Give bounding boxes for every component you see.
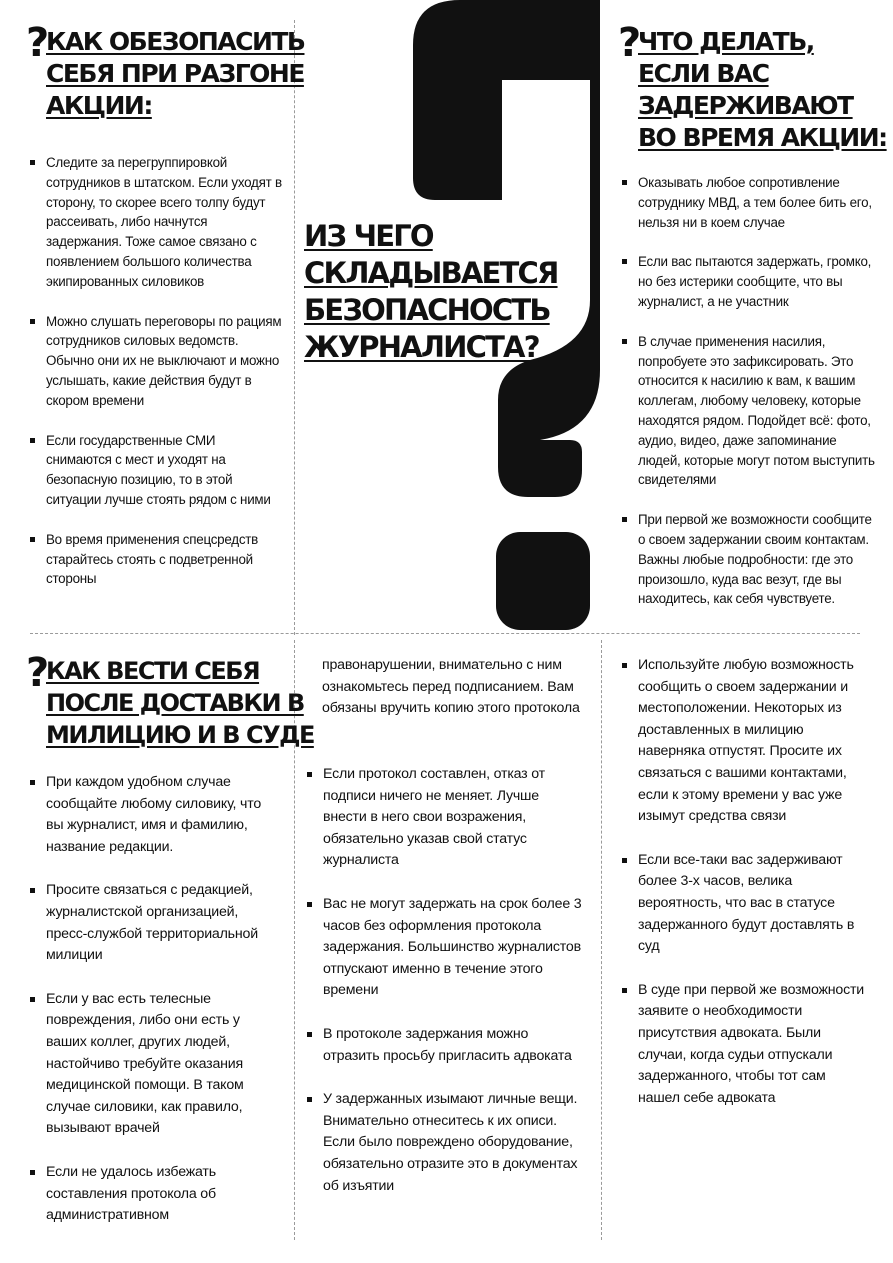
section-divider bbox=[30, 633, 860, 634]
list-item: При первой же возможности сообщите о своем задержании своим контактам. Важны любые подробности: где это произошло, куда вас везут, где вы находитесь, как себя чувствуете. bbox=[622, 510, 880, 609]
list-item: У задержанных изымают личные вещи. Внимательно отнеситесь к их описи. Если было повреждено оборудование, обязательно отразите это в документах об изъятии bbox=[307, 1089, 585, 1197]
heading-line: ЖУРНАЛИСТА? bbox=[304, 330, 539, 364]
heading-line: МИЛИЦИЮ И В СУДЕ bbox=[46, 721, 314, 749]
list-item: При каждом удобном случае сообщайте любому силовику, что вы журналист, имя и фамилию, название редакции. bbox=[30, 772, 280, 858]
question-mark-icon: ? bbox=[26, 650, 50, 696]
list-item: Просите связаться с редакцией, журналистской организацией, пресс-службой территориальной милиции bbox=[30, 880, 280, 966]
continued-paragraph: правонарушении, внимательно с ним ознакомьтесь перед подписанием. Вам обязаны вручить копию этого протокола bbox=[322, 657, 580, 717]
list-item: Можно слушать переговоры по рациям сотрудников силовых ведомств. Обычно они их не выключают и можно услышать, какие действия будут в скором времени bbox=[30, 312, 284, 411]
list-item: Следите за перегруппировкой сотрудников в штатском. Если уходят в сторону, то скорее всего толпу будут рассеивать, либо начнутся задержания. Тоже самое связано с появлением большого количества экипированных силовиков bbox=[30, 153, 284, 292]
list-item: Если у вас есть телесные повреждения, либо они есть у ваших коллег, других людей, настойчиво требуйте оказания медицинской помощи. В таком случае силовики, как правило, вызывают врачей bbox=[30, 989, 280, 1140]
heading-line: ВО ВРЕМЯ АКЦИИ: bbox=[638, 123, 887, 152]
list-item: Если государственные СМИ снимаются с мест и уходят на безопасную позицию, то в этой ситуации лучше стоять рядом с ними bbox=[30, 431, 284, 510]
list-item: Во время применения спецсредств старайтесь стоять с подветренной стороны bbox=[30, 530, 284, 589]
heading-line: КАК ВЕСТИ СЕБЯ bbox=[46, 657, 260, 685]
heading-line: ЕСЛИ ВАС bbox=[638, 59, 769, 88]
main-heading bbox=[304, 218, 558, 366]
list-item: Используйте любую возможность сообщить о своем задержании и местоположении. Некоторых из доставленных в милицию наверняка отпустят. Просите их связаться с вашими контактами, если к этому времени у вас уже изымут средства связи bbox=[622, 655, 870, 828]
list-item: В суде при первой же возможности заявите о необходимости присутствия адвоката. Были случаи, когда судьи отпускали задержанного, чтобы тот сам нашел себе адвоката bbox=[622, 980, 870, 1110]
question-mark-icon: ? bbox=[26, 20, 50, 66]
heading-line: СЕБЯ ПРИ РАЗГОНЕ bbox=[46, 59, 304, 88]
list-item: В случае применения насилия, попробуете это зафиксировать. Это относится к насилию к вам, к вашим коллегам, любому человеку, которые находятся рядом. Подойдет всё: фото, аудио, видео, даже запоминание людей, которые могут потом выступить свидетелями bbox=[622, 332, 880, 490]
bullet-list bbox=[30, 153, 284, 609]
list-item: Вас не могут задержать на срок более 3 часов без оформления протокола задержания. Большинство журналистов отпускают именно в течение этого времени bbox=[307, 894, 585, 1002]
section-heading bbox=[46, 26, 304, 122]
list-item: Оказывать любое сопротивление сотруднику МВД, а тем более бить его, нельзя ни в коем случае bbox=[622, 173, 880, 232]
bullet-list bbox=[622, 173, 880, 609]
bullet-list bbox=[30, 772, 280, 1227]
list-item: Если вас пытаются задержать, громко, но без истерики сообщите, что вы журналист, а не участник bbox=[622, 252, 880, 311]
heading-line: ПОСЛЕ ДОСТАВКИ В bbox=[46, 689, 304, 717]
heading-line: АКЦИИ: bbox=[46, 91, 152, 120]
column-divider bbox=[601, 640, 602, 1240]
section-heading bbox=[46, 655, 314, 751]
heading-line: ИЗ ЧЕГО bbox=[304, 219, 433, 253]
heading-line: БЕЗОПАСНОСТЬ bbox=[304, 293, 550, 327]
heading-line: СКЛАДЫВАЕТСЯ bbox=[304, 256, 558, 290]
heading-line: КАК ОБЕЗОПАСИТЬ bbox=[46, 27, 305, 56]
question-mark-icon: ? bbox=[618, 20, 642, 66]
list-item: Если все-таки вас задерживают более 3-х часов, велика вероятность, что вас в статусе задержанного будут доставлять в суд bbox=[622, 850, 870, 958]
list-item: Если протокол составлен, отказ от подписи ничего не меняет. Лучше внести в него свои возражения, обязательно указав свой статус журналиста bbox=[307, 764, 585, 872]
heading-line: ЧТО ДЕЛАТЬ, bbox=[638, 27, 814, 56]
bullet-list bbox=[622, 655, 870, 1109]
section-heading bbox=[638, 26, 887, 154]
heading-line: ЗАДЕРЖИВАЮТ bbox=[638, 91, 853, 120]
list-item: В протоколе задержания можно отразить просьбу пригласить адвоката bbox=[307, 1024, 585, 1067]
bullet-list bbox=[307, 764, 585, 1197]
list-item: Если не удалось избежать составления протокола об административном bbox=[30, 1162, 280, 1227]
